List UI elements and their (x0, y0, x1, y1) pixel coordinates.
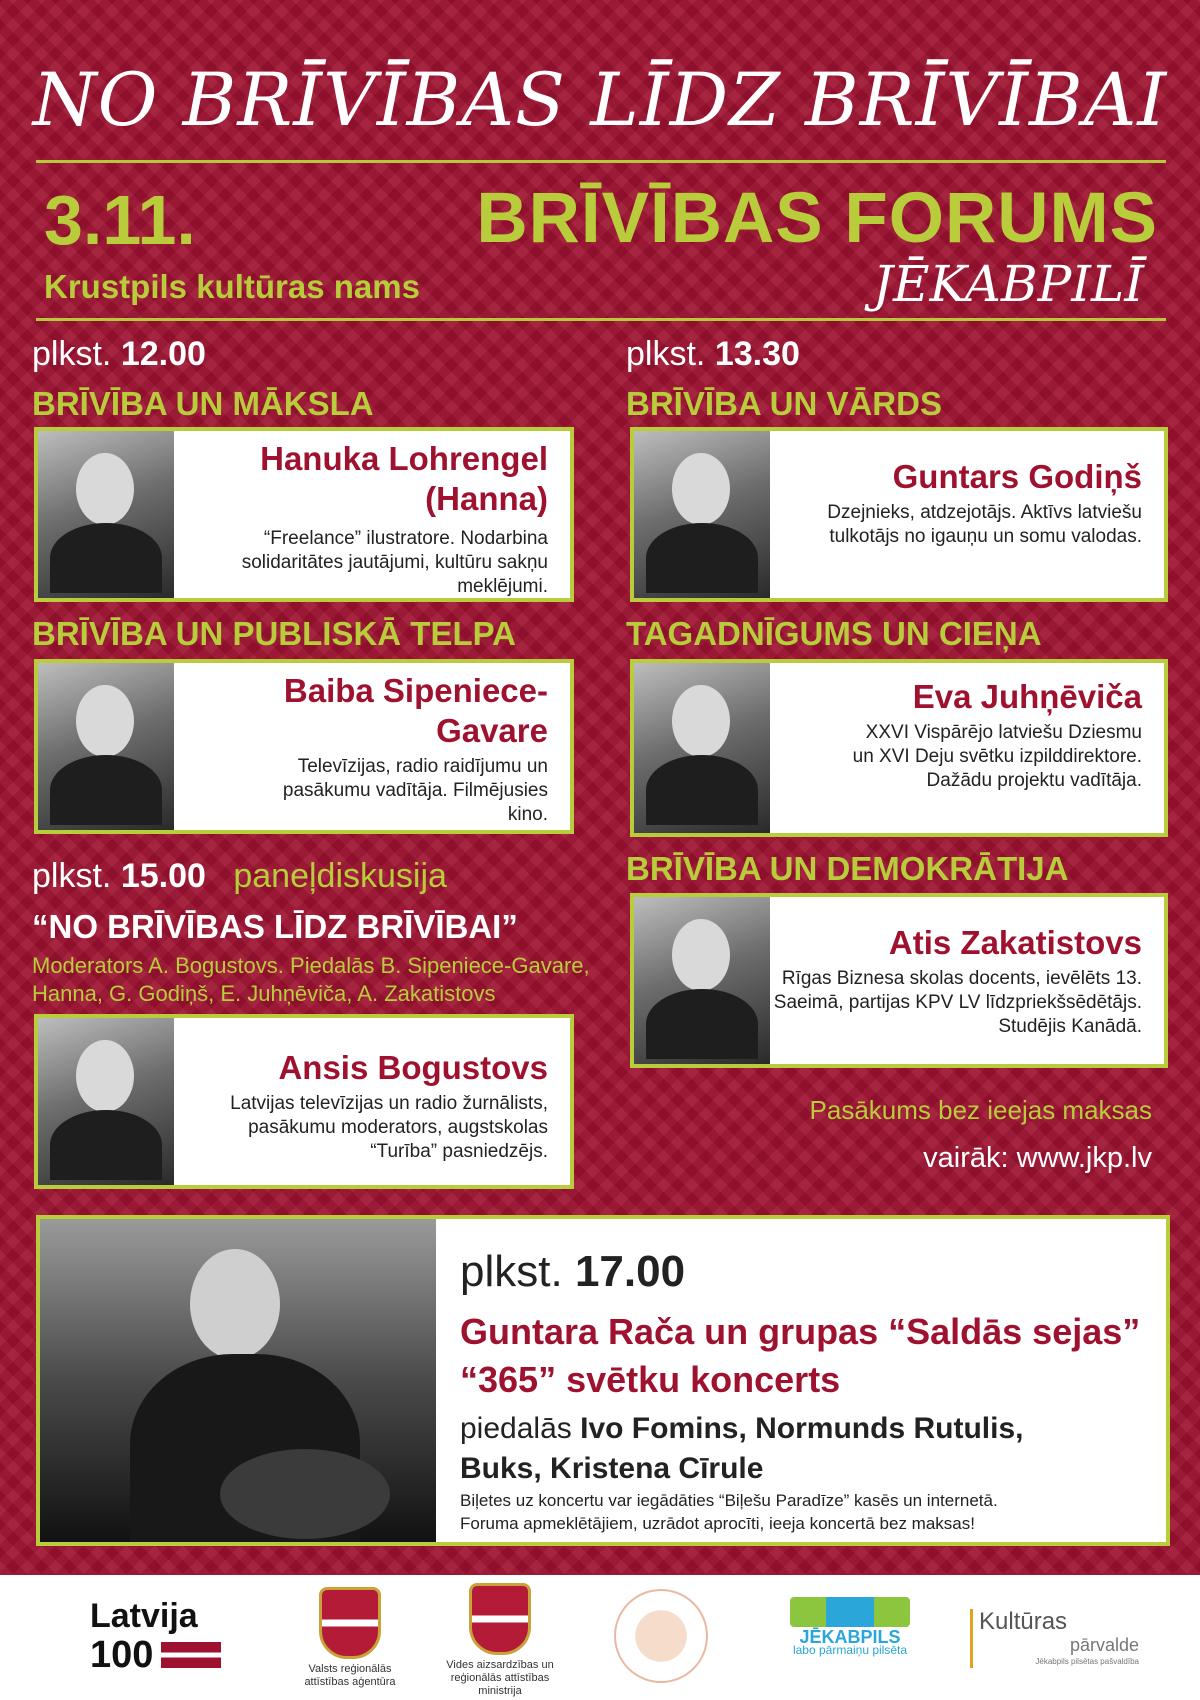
time-prefix: plkst. (32, 857, 112, 895)
culture-text: Kultūras (979, 1608, 1068, 1635)
bracelet-note: Foruma apmeklētājiem, uzrādot aprocīti, ieeja koncertā bez maksas! (460, 1514, 975, 1533)
website-link[interactable]: vairāk: www.jkp.lv (923, 1142, 1152, 1174)
speaker-name: Eva Juhņēviča (912, 678, 1142, 715)
time-value: 17.00 (574, 1247, 686, 1296)
speaker-card-juhnevica (630, 659, 1168, 837)
header-divider (36, 318, 1166, 321)
latvija-number: 100 (90, 1634, 154, 1676)
speaker-name: Guntars Godiņš (892, 458, 1142, 495)
speaker-desc: Dzejnieks, atdzejotājs. Aktīvs latviešu tulkotājs no igauņu un somu valodas. (827, 502, 1142, 547)
coat-of-arms-icon (319, 1587, 381, 1659)
speaker-card-sipeniece (34, 659, 574, 834)
panel-time (32, 857, 447, 896)
speaker-card-godins (630, 427, 1168, 602)
concert-title-line1: Guntara Rača un grupas “Saldās sejas” (460, 1311, 1141, 1352)
time-value: 12.00 (120, 335, 206, 373)
panel-title: “NO BRĪVĪBAS LĪDZ BRĪVĪBAI” (32, 908, 518, 945)
speaker-photo (634, 897, 770, 1064)
speaker-desc: Rīgas Biznesa skolas docents, ievēlēts 13. Saeimā, partijas KPV LV līdzpriekšsēdētājs. Studējis Kanādā. (773, 968, 1142, 1037)
participants-names: Ivo Fomins, Normunds Rutulis, (580, 1412, 1024, 1445)
sponsor-footer (0, 1575, 1200, 1700)
varam-name: Vides aizsardzības un reģionālās attīstības ministrija (446, 1659, 554, 1697)
forum-city: JĒKABPILĪ (872, 255, 1144, 313)
speaker-desc: XXVI Vispārējo latviešu Dziesmu un XVI Deju svētku izpilddirektore. Dažādu projektu vadītāja. (852, 722, 1142, 791)
free-entry-note: Pasākums bez ieejas maksas (809, 1095, 1152, 1125)
session4-section: TAGADNĪGUMS UN CIEŅA (626, 615, 1042, 652)
concert-time (460, 1247, 685, 1297)
concert-notes (460, 1489, 998, 1535)
concert-photo (40, 1219, 436, 1542)
culture-text-2: pārvalde (1069, 1635, 1139, 1655)
time-prefix: plkst. (460, 1247, 563, 1296)
culture-office-logo (970, 1609, 1139, 1668)
jekabpils-logo (790, 1597, 910, 1657)
speaker-name: Ansis Bogustovs (278, 1049, 548, 1086)
speaker-photo (38, 663, 174, 830)
jekabpils-text: JĒKABPILS (799, 1627, 901, 1647)
speaker-desc: Latvijas televīzijas un radio žurnālists, pasākumu moderators, augstskolas “Turība” pasniedzējs. (230, 1093, 548, 1162)
cities-association-logo (614, 1589, 710, 1683)
flag-icon (161, 1642, 221, 1668)
session1-time (32, 335, 206, 374)
speaker-photo (38, 1018, 174, 1185)
speaker-card-lohrengel (34, 427, 574, 602)
title-divider (36, 160, 1166, 163)
time-prefix: plkst. (32, 335, 112, 373)
vraa-name: Valsts reģionālās attīstības aģentūra (304, 1663, 396, 1688)
culture-municipality: Jēkabpils pilsētas pašvaldība (1035, 1657, 1139, 1666)
speaker-card-bogustovs (34, 1014, 574, 1189)
varam-logo (430, 1583, 570, 1698)
speaker-photo (634, 431, 770, 598)
speaker-name: Baiba Sipeniece-Gavare (283, 672, 548, 749)
speaker-name: Atis Zakatistovs (888, 924, 1142, 961)
event-date: 3.11. (44, 181, 196, 259)
event-venue: Krustpils kultūras nams (44, 268, 420, 305)
concert-card (36, 1215, 1170, 1546)
session5-section: BRĪVĪBA UN DEMOKRĀTIJA (626, 850, 1069, 887)
speaker-desc: Televīzijas, radio raidījumu un pasākumu vadītāja. Filmējusies kino. (282, 756, 548, 825)
latvija-100-logo (90, 1597, 230, 1675)
time-prefix: plkst. (626, 335, 706, 373)
speaker-photo (38, 431, 174, 598)
session2-time (626, 335, 800, 374)
panel-label: paneļdiskusija (233, 857, 447, 895)
forum-name: BRĪVĪBAS FORUMS (476, 179, 1158, 258)
concert-participants-line1 (460, 1409, 1023, 1449)
poster-title: NO BRĪVĪBAS LĪDZ BRĪVĪBAI (32, 58, 1168, 143)
ticket-note: Biļetes uz koncertu var iegādāties “Biļešu Paradīze” kasēs un internetā. (460, 1491, 998, 1510)
session1-section: BRĪVĪBA UN MĀKSLA (32, 385, 374, 422)
concert-title-line2: “365” svētku koncerts (460, 1359, 841, 1400)
city-skyline-icon (790, 1597, 910, 1627)
speaker-card-zakatistovs (630, 893, 1168, 1068)
coat-of-arms-icon (469, 1583, 531, 1655)
speaker-desc: “Freelance” ilustratore. Nodarbina solidaritātes jautājumi, kultūru sakņu meklējumi. (241, 528, 548, 597)
vraa-logo (285, 1587, 415, 1689)
jekabpils-slogan: labo pārmaiņu pilsēta (792, 1643, 908, 1657)
speaker-photo (634, 663, 770, 833)
participants-prefix: piedalās (460, 1412, 572, 1445)
time-value: 13.30 (714, 335, 800, 373)
panel-moderators: Moderators A. Bogustovs. Piedalās B. Sipeniece-Gavare, Hanna, G. Godiņš, E. Juhņēviča, A. Zakatistovs (32, 953, 590, 1006)
latvija-text: Latvija (90, 1597, 198, 1635)
speaker-name: Hanuka Lohrengel (Hanna) (260, 440, 548, 517)
time-value: 15.00 (120, 857, 206, 895)
session3-section: BRĪVĪBA UN PUBLISKĀ TELPA (32, 615, 517, 652)
concert-participants-line2: Buks, Kristena Cīrule (460, 1452, 764, 1485)
session2-section: BRĪVĪBA UN VĀRDS (626, 385, 942, 422)
association-seal-icon (614, 1589, 708, 1683)
